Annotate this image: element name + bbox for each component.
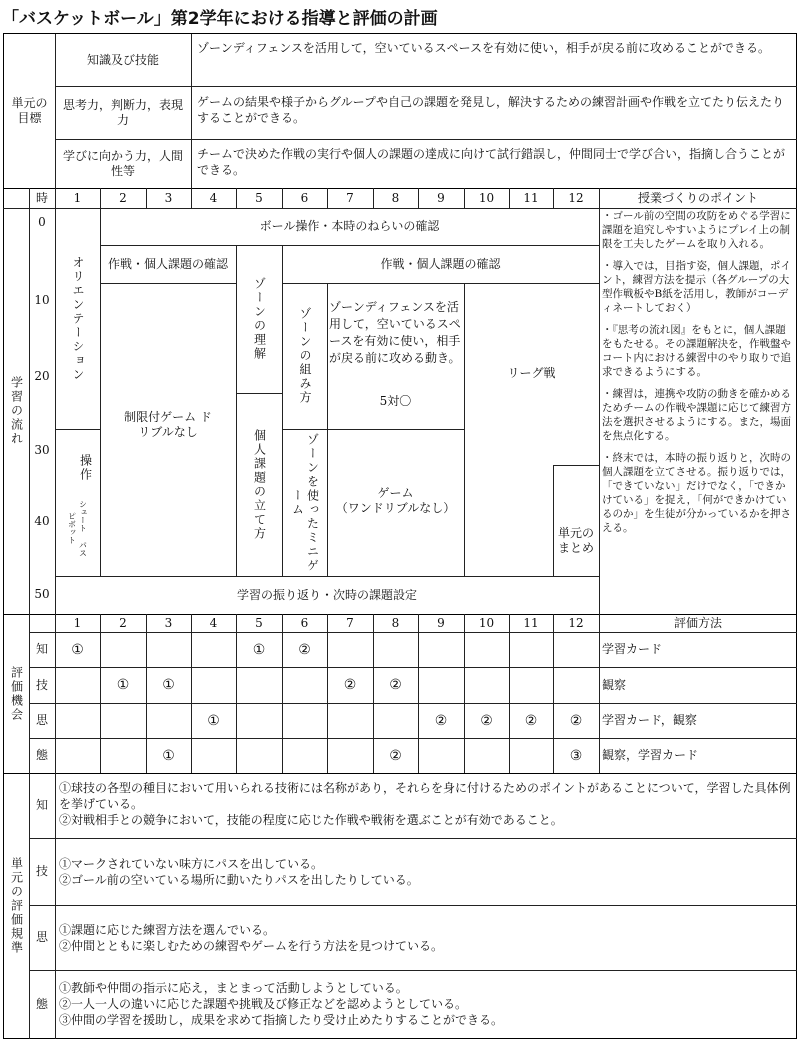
eval-mark	[146, 703, 191, 738]
block-orientation: オリエンテーション	[71, 255, 85, 382]
grid-line	[509, 188, 510, 208]
hour-header-cell: 6	[300, 190, 309, 205]
eval-mark: ②	[298, 641, 311, 658]
hour-header-cell: 9	[437, 190, 445, 205]
block-zone-mini: ゾーンを使ったミニゲーム	[290, 432, 320, 573]
eval-mark	[146, 632, 191, 667]
point-5: ・終末では，本時の振り返りと，次時の個人課題を立てさせる。振り返りでは，「できていない」だけでなく，「できかけている」を捉え，「何ができかけているのか」を生徒が分かっているかを押さえる。	[602, 452, 791, 534]
eval-mark	[464, 738, 509, 773]
block-ball-operation: ボール操作・本時のねらいの確認	[259, 219, 440, 233]
eval-hour-cell: 11	[523, 615, 539, 630]
block-zone-kumikata: ゾーンの組み方	[298, 307, 312, 405]
goal-label-knowledge: 知識及び技能	[86, 52, 159, 67]
eval-mark	[55, 738, 100, 773]
block-kadai-b: 作戦・個人課題の確認	[380, 256, 501, 271]
hours-label: 時	[35, 190, 48, 205]
eval-mark: ③	[569, 747, 583, 764]
eval-hour-cell: 10	[478, 615, 495, 630]
eval-mark: ②	[480, 712, 493, 729]
block-kadai-a: 作戦・個人課題の確認	[107, 256, 228, 271]
eval-mark	[191, 632, 236, 667]
block-league: リーグ戦	[507, 366, 556, 380]
eval-mark	[282, 667, 327, 703]
eval-hour-cell: 1	[73, 615, 82, 630]
eval-row-label: 思	[35, 713, 48, 727]
minute-30: 30	[34, 443, 50, 457]
point-1: ・ゴール前の空間の攻防をめぐる学習に課題を追究しやすいようにプレイ上の制限を工夫したゲームを取り入れる。	[602, 210, 791, 250]
eval-mark	[191, 667, 236, 703]
eval-mark	[236, 703, 282, 738]
criteria-label-knowledge: 知	[35, 798, 48, 812]
hour-header-cell: 1	[73, 190, 82, 205]
eval-mark	[553, 667, 599, 703]
criteria-label-thinking: 思	[35, 930, 48, 944]
eval-hour-cell: 8	[391, 615, 400, 630]
eval-hour-cell: 9	[437, 615, 445, 630]
goals-section-label: 単元の目標	[11, 96, 48, 125]
eval-hour-cell: 6	[300, 615, 309, 630]
eval-mark: ②	[524, 712, 538, 729]
eval-mark: ②	[389, 747, 402, 764]
flow-section-label: 学習の流れ	[9, 376, 24, 446]
grid-line	[464, 188, 465, 208]
goal-label-thinking: 思考力，判断力，表現力	[62, 97, 183, 127]
grid-line	[236, 188, 237, 208]
eval-mark	[191, 738, 236, 773]
eval-mark	[509, 667, 553, 703]
eval-mark	[55, 667, 100, 703]
point-3: ・『思考の流れ図』をもとに，個人課題をもたせる。その課題解決を，作戦盤やコート内における練習中のやり取りで追求できるようにする。	[602, 324, 791, 378]
eval-mark: ②	[343, 677, 357, 693]
block-zone-def-text: ゾーンディフェンスを活用して，空いているスペースを有効に使い，相手が戻る前に攻める動き。	[329, 300, 461, 365]
hour-header-cell: 4	[209, 190, 218, 205]
grid-line	[418, 188, 419, 208]
eval-method: 観察，学習カード	[602, 748, 699, 762]
eval-mark	[327, 703, 373, 738]
eval-mark	[373, 703, 418, 738]
minute-10: 10	[34, 293, 50, 307]
goal-text-attitude: チームで決めた作戦の実行や個人の課題の達成に向けて試行錯誤し，仲間同士で学び合い，指摘し合うことができる。	[197, 147, 786, 177]
eval-row-label: 知	[35, 642, 48, 656]
eval-row-label: 態	[35, 748, 48, 762]
eval-hour-cell: 7	[346, 615, 354, 630]
eval-mark: ①	[252, 641, 266, 658]
eval-mark	[418, 667, 464, 703]
criteria-section-label: 単元の評価規準	[9, 857, 24, 955]
block-furikaeri: 学習の振り返り・次時の課題設定	[236, 587, 417, 602]
block-five-on: 5対〇	[379, 394, 412, 408]
eval-mark: ①	[162, 747, 175, 764]
eval-mark: ①	[162, 677, 175, 693]
criteria-text-knowledge: ①球技の各型の種目において用いられる技術には名称があり，それらを身に付けるためのポイントがあることについて，学習した具体例を挙げている。 ②対戦相手との競争において，技能の程度に応じた作戦や戦術を選ぶことが有効であること。	[59, 781, 791, 827]
eval-method: 学習カード	[602, 642, 663, 656]
eval-section-label: 評価機会	[9, 665, 24, 722]
eval-hour-cell: 5	[255, 615, 263, 630]
eval-hour-cell: 12	[568, 615, 584, 630]
hour-header-cell: 11	[523, 190, 539, 205]
eval-mark	[418, 738, 464, 773]
eval-mark	[464, 667, 509, 703]
eval-mark: ①	[116, 677, 130, 693]
grid-line	[553, 188, 554, 208]
eval-mark: ②	[389, 677, 402, 693]
eval-method-header: 評価方法	[673, 615, 722, 630]
page-title: 「バスケットボール」第2学年における指導と評価の計画	[2, 9, 438, 29]
points-header: 授業づくりのポイント	[637, 190, 758, 205]
eval-mark	[55, 703, 100, 738]
criteria-label-skill: 技	[35, 864, 48, 878]
points-list	[602, 209, 796, 535]
grid-line	[191, 188, 192, 208]
eval-mark	[236, 667, 282, 703]
eval-mark	[327, 632, 373, 667]
hour-header-cell: 2	[119, 190, 127, 205]
block-game: ゲーム （ワンドリブルなし）	[335, 486, 456, 515]
block-zone-rikai: ゾーンの理解	[252, 277, 267, 361]
goal-label-attitude: 学びに向かう力，人間性等	[62, 148, 183, 178]
hour-header-cell: 8	[391, 190, 400, 205]
block-sousa: 操作	[78, 454, 93, 482]
eval-mark	[327, 738, 373, 773]
eval-hour-cell: 4	[209, 615, 218, 630]
block-seigen-game: 制限付ゲーム ドリブルなし	[124, 410, 212, 439]
eval-mark	[100, 703, 146, 738]
eval-mark	[418, 632, 464, 667]
grid-line	[373, 188, 374, 208]
eval-method: 学習カード，観察	[602, 713, 697, 727]
grid-line	[327, 188, 328, 208]
criteria-text-thinking: ①課題に応じた練習方法を選んでいる。 ②仲間とともに楽しむための練習やゲームを行う方法を見つけている。	[59, 923, 444, 953]
block-matome: 単元のまとめ	[557, 526, 594, 555]
eval-mark	[282, 703, 327, 738]
goal-text-thinking: ゲームの結果や様子からグループや自己の課題を発見し，解決するための練習計画や作戦を立てたり伝えたりすることができる。	[197, 95, 785, 125]
eval-row-label: 技	[35, 677, 48, 692]
eval-mark	[509, 738, 553, 773]
eval-mark: ①	[207, 712, 220, 729]
grid-line	[146, 188, 147, 208]
eval-mark	[553, 632, 599, 667]
hour-header-cell: 12	[568, 190, 584, 205]
eval-mark	[509, 632, 553, 667]
point-2: ・導入では，目指す姿，個人課題，ポイント，練習方法を提示（各グループの大型作戦板やB紙を活用し，教師がコーディネートしておく）	[602, 260, 791, 314]
block-sub-skills: シュート パス ピボット	[67, 499, 88, 557]
eval-mark: ②	[569, 712, 583, 729]
eval-mark	[100, 632, 146, 667]
hour-header-cell: 10	[478, 190, 495, 205]
hour-header-cell: 7	[346, 190, 354, 205]
eval-hour-cell: 2	[119, 615, 127, 630]
minute-50: 50	[34, 587, 50, 601]
eval-hour-cell: 3	[164, 615, 173, 630]
eval-mark: ①	[71, 641, 84, 658]
minute-0: 0	[38, 215, 46, 229]
eval-mark	[373, 632, 418, 667]
eval-mark: ②	[434, 712, 448, 729]
hour-header-cell: 3	[164, 190, 173, 205]
grid-line	[282, 188, 283, 208]
point-4: ・練習は，連携や攻防の動きを確かめるためチームの作戦や課題に応じて練習方法を選択させるようにする。また，場面を焦点化する。	[602, 388, 791, 442]
eval-mark	[236, 738, 282, 773]
hour-header-cell: 5	[255, 190, 263, 205]
eval-mark	[100, 738, 146, 773]
criteria-label-attitude: 態	[35, 997, 48, 1011]
minute-40: 40	[34, 514, 50, 528]
criteria-text-attitude: ①教師や仲間の指示に応え，まとまって活動しようとしている。 ②一人一人の違いに応じた課題や挑戦及び修正などを認めようとしている。 ③仲間の学習を援助し，成果を求めて指摘したり受け止めたりすることができる。	[59, 981, 504, 1027]
grid-line	[100, 188, 101, 208]
goal-text-knowledge: ゾーンディフェンスを活用して，空いているスペースを有効に使い，相手が戻る前に攻めることができる。	[197, 41, 771, 55]
eval-mark	[464, 632, 509, 667]
eval-method: 観察	[602, 677, 627, 692]
criteria-text-skill: ①マークされていない味方にパスを出している。 ②ゴール前の空いている場所に動いたりパスを出したりしている。	[59, 857, 419, 887]
minute-20: 20	[34, 369, 50, 383]
eval-mark	[282, 738, 327, 773]
block-kojin-kadai: 個人課題の立て方	[252, 428, 267, 541]
